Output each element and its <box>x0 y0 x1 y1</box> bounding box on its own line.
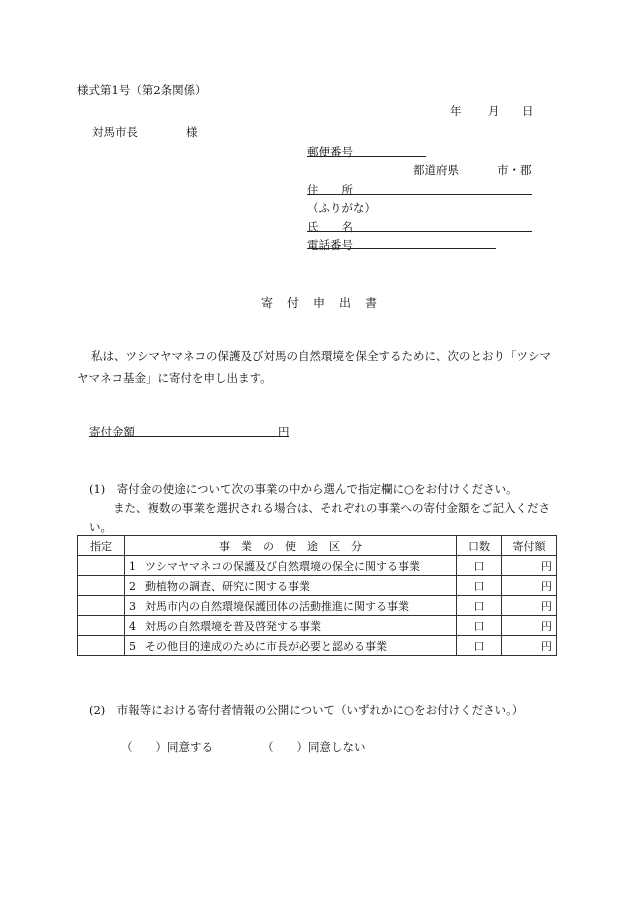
phone-label: 電話番号 <box>307 238 353 252</box>
select-cell[interactable] <box>78 556 125 576</box>
row-number: 1 <box>129 559 136 573</box>
header-amount: 寄付額 <box>502 536 557 556</box>
consent-disagree-option[interactable]: （ ）同意しない <box>262 740 366 754</box>
category-cell <box>125 616 457 636</box>
row-number: 2 <box>129 579 136 593</box>
row-text: 対馬市内の自然環境保護団体の活動推進に関する事業 <box>145 599 409 613</box>
table-row <box>78 636 557 656</box>
row-text: ツシマヤマネコの保護及び自然環境の保全に関する事業 <box>145 559 420 573</box>
select-cell[interactable] <box>78 576 125 596</box>
table-row <box>78 556 557 576</box>
amount-cell[interactable]: 円 <box>502 576 557 596</box>
name-field[interactable] <box>307 231 532 232</box>
document-title: 寄 付 申 出 書 <box>261 296 379 310</box>
amount-cell[interactable]: 円 <box>502 596 557 616</box>
table-row <box>78 616 557 636</box>
category-cell <box>125 596 457 616</box>
usage-table <box>77 535 557 656</box>
category-cell <box>125 636 457 656</box>
postal-code-label: 郵便番号 <box>307 145 353 159</box>
units-cell[interactable]: 口 <box>457 576 502 596</box>
amount-cell[interactable]: 円 <box>502 636 557 656</box>
section1-note: また、複数の事業を選択される場合は、それぞれの事業への寄付金額をご記入ください。 <box>89 501 550 534</box>
units-cell[interactable]: 口 <box>457 556 502 576</box>
select-cell[interactable] <box>78 636 125 656</box>
date-year-label: 年 <box>450 104 462 118</box>
header-category: 事 業 の 使 途 区 分 <box>125 536 457 556</box>
amount-cell[interactable]: 円 <box>502 616 557 636</box>
form-number: 様式第1号（第2条関係） <box>77 83 207 97</box>
address-label: 住 所 <box>307 183 353 197</box>
table-row <box>78 596 557 616</box>
prefecture-label: 都道府県 <box>413 163 459 177</box>
row-text: 対馬の自然環境を普及啓発する事業 <box>145 619 321 633</box>
category-cell <box>125 556 457 576</box>
row-number: 3 <box>129 599 136 613</box>
table-header-row <box>78 536 557 556</box>
consent-agree-option[interactable]: （ ）同意する <box>121 740 213 754</box>
units-cell[interactable]: 口 <box>457 596 502 616</box>
section2-instruction: (2) 市報等における寄付者情報の公開について（いずれかに○をお付けください。） <box>89 703 524 717</box>
city-label: 市・郡 <box>497 163 532 177</box>
category-cell <box>125 576 457 596</box>
donation-amount-label: 寄付金額 <box>89 425 135 439</box>
header-units: 口数 <box>457 536 502 556</box>
date-month-label: 月 <box>488 104 500 118</box>
amount-cell[interactable]: 円 <box>502 556 557 576</box>
addressee-name: 対馬市長 <box>92 125 138 139</box>
units-cell[interactable]: 口 <box>457 616 502 636</box>
table-row <box>78 576 557 596</box>
address-field[interactable] <box>307 194 532 195</box>
statement-text: 私は、ツシマヤマネコの保護及び対馬の自然環境を保全するために、次のとおり「ツシマヤマネコ基金」に寄付を申し出ます。 <box>77 349 551 385</box>
header-select: 指定 <box>78 536 125 556</box>
furigana-label: （ふりがな） <box>307 201 376 215</box>
addressee-honorific: 様 <box>186 125 198 139</box>
row-text: その他目的達成のために市長が必要と認める事業 <box>145 639 387 653</box>
row-number: 4 <box>129 619 136 633</box>
row-number: 5 <box>129 639 136 653</box>
select-cell[interactable] <box>78 616 125 636</box>
date-day-label: 日 <box>522 104 534 118</box>
phone-field[interactable] <box>307 248 496 249</box>
row-text: 動植物の調査、研究に関する事業 <box>145 579 310 593</box>
name-label: 氏 名 <box>307 220 353 234</box>
donation-amount-unit: 円 <box>278 425 290 439</box>
donation-amount-field[interactable] <box>89 436 289 437</box>
postal-code-field[interactable] <box>307 156 426 157</box>
select-cell[interactable] <box>78 596 125 616</box>
section1-instruction: (1) 寄付金の使途について次の事業の中から選んで指定欄に○をお付けください。 <box>89 482 518 496</box>
units-cell[interactable]: 口 <box>457 636 502 656</box>
